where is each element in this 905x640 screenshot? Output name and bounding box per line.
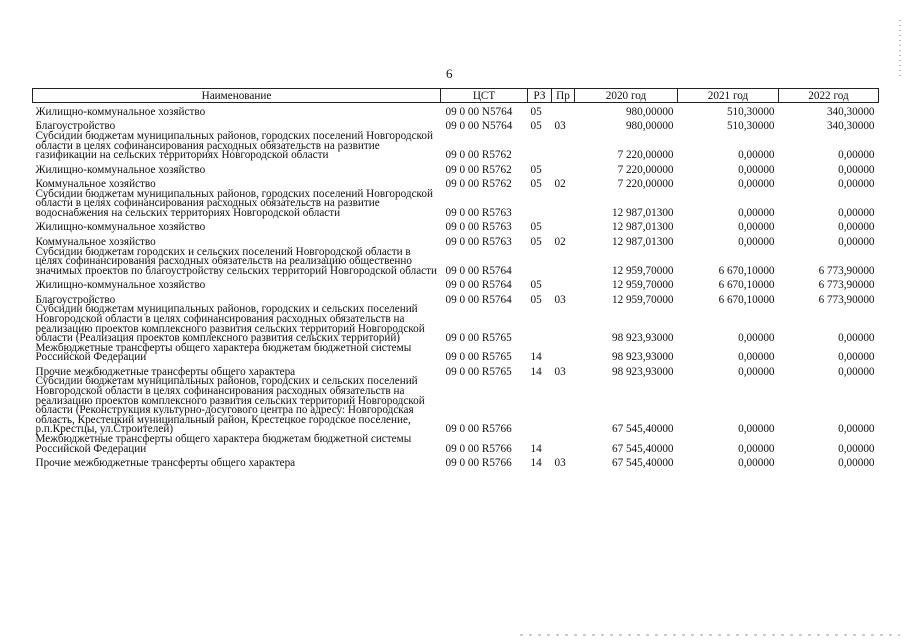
- row-cst: 09 0 00 R5764: [445, 279, 512, 292]
- row-cst: 09 0 00 R5765: [445, 332, 512, 345]
- row-name: Жилищно-коммунальное хозяйство: [35, 221, 206, 234]
- row-2022: 340,30000: [826, 120, 875, 133]
- row-2020: 7 220,00000: [617, 178, 674, 191]
- row-pr: [552, 435, 575, 454]
- table-row: [33, 103, 879, 118]
- row-rz: 14: [530, 351, 542, 364]
- row-2021: 0,00000: [738, 365, 775, 378]
- row-2021: 0,00000: [738, 442, 775, 455]
- row-name: Благоустройство: [35, 293, 116, 306]
- row-2022: 0,00000: [838, 457, 875, 470]
- row-cst: 09 0 00 R5765: [445, 351, 512, 364]
- row-rz: [528, 248, 552, 277]
- row-cst: 09 0 00 R5766: [445, 457, 512, 470]
- table-row: [33, 190, 879, 219]
- row-rz: 14: [530, 365, 542, 378]
- row-rz: [528, 377, 552, 435]
- row-2022: 340,30000: [826, 105, 875, 118]
- header-2020: 2020 год: [575, 89, 678, 103]
- row-2020: 67 545,40000: [611, 423, 674, 436]
- row-pr: 03: [554, 293, 566, 306]
- row-2021: 0,00000: [738, 351, 775, 364]
- row-2021: 0,00000: [738, 149, 775, 162]
- row-2021: 510,30000: [726, 120, 775, 133]
- row-cst: 09 0 00 R5762: [445, 178, 512, 191]
- row-2021: 0,00000: [738, 457, 775, 470]
- row-rz: 05: [530, 163, 542, 176]
- row-rz: 05: [530, 235, 542, 248]
- row-pr: [552, 190, 575, 219]
- row-2020: 980,00000: [625, 105, 674, 118]
- table-row: [33, 344, 879, 363]
- row-2022: 0,00000: [838, 178, 875, 191]
- row-2021: 6 670,10000: [718, 279, 775, 292]
- row-pr: 03: [554, 365, 566, 378]
- row-2020: 12 987,01300: [611, 221, 674, 234]
- row-2021: 6 670,10000: [718, 264, 775, 277]
- row-name: Субсидии бюджетам муниципальных районов, городских поселений Новгородской области в целях софинансирования расходных обязательств на развитие газификации на сельских территориях Новгородской области: [35, 130, 433, 162]
- row-2020: 67 545,40000: [611, 442, 674, 455]
- row-pr: [552, 305, 575, 343]
- row-2020: 980,00000: [625, 120, 674, 133]
- row-rz: 05: [530, 293, 542, 306]
- row-2022: 0,00000: [838, 442, 875, 455]
- row-2021: 0,00000: [738, 423, 775, 436]
- row-2022: 0,00000: [838, 365, 875, 378]
- row-name: Жилищно-коммунальное хозяйство: [35, 105, 206, 118]
- row-2021: 0,00000: [738, 163, 775, 176]
- row-2022: 0,00000: [838, 235, 875, 248]
- row-2020: 12 959,70000: [611, 279, 674, 292]
- row-2022: 0,00000: [838, 206, 875, 219]
- row-2021: 0,00000: [738, 178, 775, 191]
- row-name: Субсидии бюджетам муниципальных районов, городских поселений Новгородской области в целях софинансирования расходных обязательств на развитие водоснабжения на сельских территориях Новгородской области: [35, 187, 433, 219]
- row-name: Прочие межбюджетные трансферты общего характера: [35, 365, 296, 378]
- table-row: [33, 161, 879, 176]
- scan-artifact: [520, 634, 900, 636]
- row-2020: 98 923,93000: [611, 351, 674, 364]
- header-cst: ЦСТ: [441, 89, 528, 103]
- row-cst: 09 0 00 R5763: [445, 221, 512, 234]
- row-pr: [552, 103, 575, 118]
- row-2020: 12 987,01300: [611, 235, 674, 248]
- table-row: [33, 435, 879, 454]
- row-name: Межбюджетные трансферты общего характера бюджетам бюджетной системы Российской Федерации: [35, 341, 412, 364]
- row-pr: [552, 161, 575, 176]
- header-pr: Пр: [552, 89, 575, 103]
- row-2022: 0,00000: [838, 332, 875, 345]
- row-cst: 09 0 00 N5764: [445, 105, 513, 118]
- row-name: Субсидии бюджетам муниципальных районов, городских и сельских поселений Новгородской области в целях софинансирования расходных обязательств на реализацию проектов комплексного развития сельских территорий Новгородской области (Реконструкция культурно-досугового центра по адресу: Новгородская область, Крестецкий муниципальный район, Крестецкое городское поселение, р.п.Крестцы, ул.Строителей): [35, 375, 425, 436]
- table-header-row: [33, 89, 879, 103]
- table-row: [33, 219, 879, 234]
- row-pr: 03: [554, 457, 566, 470]
- scan-artifact: [899, 20, 901, 80]
- row-cst: 09 0 00 R5763: [445, 206, 512, 219]
- row-name: Жилищно-коммунальное хозяйство: [35, 279, 206, 292]
- row-2021: 0,00000: [738, 221, 775, 234]
- row-2020: 98 923,93000: [611, 332, 674, 345]
- row-rz: [528, 132, 552, 161]
- table-row: [33, 276, 879, 291]
- row-pr: 03: [554, 120, 566, 133]
- row-rz: 05: [530, 221, 542, 234]
- row-2022: 0,00000: [838, 351, 875, 364]
- row-pr: 02: [554, 178, 566, 191]
- row-2021: 0,00000: [738, 206, 775, 219]
- row-2021: 0,00000: [738, 332, 775, 345]
- row-2021: 0,00000: [738, 235, 775, 248]
- row-2022: 6 773,90000: [818, 264, 875, 277]
- row-2022: 0,00000: [838, 423, 875, 436]
- row-pr: [552, 276, 575, 291]
- table-row: [33, 248, 879, 277]
- row-2022: 0,00000: [838, 149, 875, 162]
- row-2022: 0,00000: [838, 163, 875, 176]
- header-2021: 2021 год: [678, 89, 779, 103]
- row-rz: 05: [530, 279, 542, 292]
- row-pr: [552, 377, 575, 435]
- row-rz: 14: [530, 442, 542, 455]
- row-2020: 7 220,00000: [617, 149, 674, 162]
- header-name: Наименование: [33, 89, 441, 103]
- table-row: [33, 377, 879, 435]
- row-2022: 6 773,90000: [818, 279, 875, 292]
- row-cst: 09 0 00 R5764: [445, 293, 512, 306]
- row-cst: 09 0 00 R5766: [445, 423, 512, 436]
- row-name: Субсидии бюджетам муниципальных районов, городских и сельских поселений Новгородской области в целях софинансирования расходных обязательств на реализацию проектов комплексного развития сельских территорий Новгородской области (Реализация проектов комплексного развития сельских территорий): [35, 303, 425, 345]
- row-2022: 6 773,90000: [818, 293, 875, 306]
- table-row: [33, 305, 879, 343]
- row-rz: 05: [530, 178, 542, 191]
- header-rz: РЗ: [528, 89, 552, 103]
- row-cst: 09 0 00 R5763: [445, 235, 512, 248]
- row-2021: 510,30000: [726, 105, 775, 118]
- row-2020: 12 987,01300: [611, 206, 674, 219]
- row-pr: 02: [554, 235, 566, 248]
- row-2020: 7 220,00000: [617, 163, 674, 176]
- row-pr: [552, 132, 575, 161]
- row-2020: 12 959,70000: [611, 293, 674, 306]
- row-cst: 09 0 00 R5762: [445, 149, 512, 162]
- table-row: [33, 454, 879, 469]
- row-cst: 09 0 00 R5765: [445, 365, 512, 378]
- row-name: Жилищно-коммунальное хозяйство: [35, 163, 206, 176]
- row-rz: 14: [530, 457, 542, 470]
- row-name: Прочие межбюджетные трансферты общего характера: [35, 457, 296, 470]
- row-rz: [528, 305, 552, 343]
- row-pr: [552, 219, 575, 234]
- budget-table: [32, 88, 879, 469]
- row-pr: [552, 344, 575, 363]
- row-cst: 09 0 00 N5764: [445, 120, 513, 133]
- row-cst: 09 0 00 R5764: [445, 264, 512, 277]
- table-row: [33, 132, 879, 161]
- row-2021: 6 670,10000: [718, 293, 775, 306]
- header-2022: 2022 год: [779, 89, 879, 103]
- page-number: 6: [446, 66, 453, 81]
- row-2022: 0,00000: [838, 221, 875, 234]
- row-name: Коммунальное хозяйство: [35, 178, 156, 191]
- row-cst: 09 0 00 R5766: [445, 442, 512, 455]
- row-rz: 05: [530, 120, 542, 133]
- row-2020: 12 959,70000: [611, 264, 674, 277]
- row-rz: [528, 190, 552, 219]
- row-name: Субсидии бюджетам городских и сельских поселений Новгородской области в целях софинансирования расходных обязательств на реализацию общественно значимых проектов по благоустройству сельских территорий Новгородской области: [35, 245, 438, 277]
- row-pr: [552, 248, 575, 277]
- row-2020: 98 923,93000: [611, 365, 674, 378]
- row-2020: 67 545,40000: [611, 457, 674, 470]
- row-cst: 09 0 00 R5762: [445, 163, 512, 176]
- row-name: Благоустройство: [35, 120, 116, 133]
- row-name: Межбюджетные трансферты общего характера бюджетам бюджетной системы Российской Федерации: [35, 432, 412, 455]
- row-name: Коммунальное хозяйство: [35, 235, 156, 248]
- row-rz: 05: [530, 105, 542, 118]
